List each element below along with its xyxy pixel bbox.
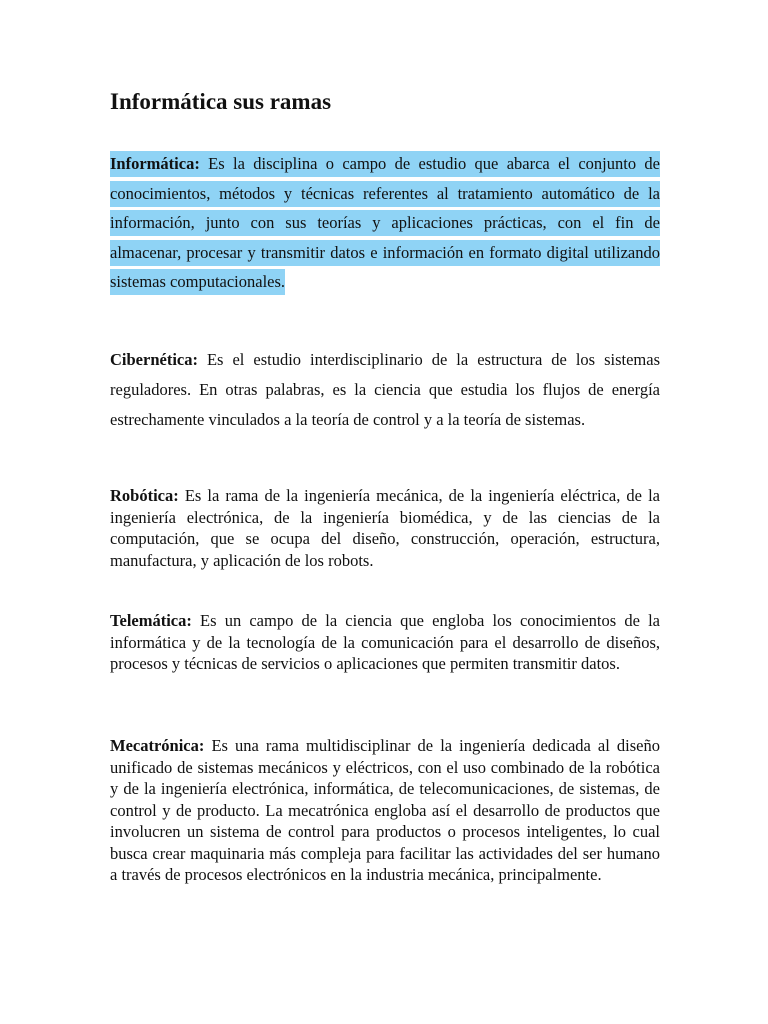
section-text: Es la rama de la ingeniería mecánica, de la ingeniería eléctrica, de la ingeniería electrónica, de la ingeniería biomédica, y de las ciencias de la computación, que se ocupa del diseño, construcción, operación, estructura, manufactura, y aplicación de los robots. [110,486,660,570]
section-text: Es el estudio interdisciplinario de la estructura de los sistemas reguladores. En otras palabras, es la ciencia que estudia los flujos de energía estrechamente vinculados a la teoría de control y a la teoría de sistemas. [110,350,660,429]
section-term: Telemática: [110,611,192,630]
section-text: Es una rama multidisciplinar de la ingeniería dedicada al diseño unificado de sistemas mecánicos y eléctricos, con el uso combinado de la robótica y de la ingeniería electrónica, informática, de telecomunicaciones, de sistemas, de control y de producto. La mecatrónica engloba así el desarrollo de productos que involucren un sistema de control para productos o procesos inteligentes, lo cual busca crear maquinaria más compleja para facilitar las actividades del ser humano a través de procesos electrónicos en la industria mecánica, principalmente. [110,736,660,884]
section-telematica [110,610,660,675]
section-term: Mecatrónica: [110,736,205,755]
section-mecatronica [110,735,660,886]
section-text: Es un campo de la ciencia que engloba los conocimientos de la informática y de la tecnología de la comunicación para el desarrollo de diseños, procesos y técnicas de servicios o aplicaciones que permiten transmitir datos. [110,611,660,673]
section-term: Informática: [110,154,200,173]
section-term: Cibernética: [110,350,198,369]
section-informatica [110,149,660,297]
section-text: Es la disciplina o campo de estudio que abarca el conjunto de conocimientos, métodos y técnicas referentes al tratamiento automático de la información, junto con sus teorías y aplicaciones prácticas, con el fin de almacenar, procesar y transmitir datos e información en formato digital utilizando sistemas computacionales. [110,154,660,291]
section-cibernetica [110,345,660,435]
page-title: Informática sus ramas [110,89,332,114]
section-robotica [110,485,660,571]
highlighted-text[interactable] [110,151,660,295]
section-term: Robótica: [110,486,179,505]
